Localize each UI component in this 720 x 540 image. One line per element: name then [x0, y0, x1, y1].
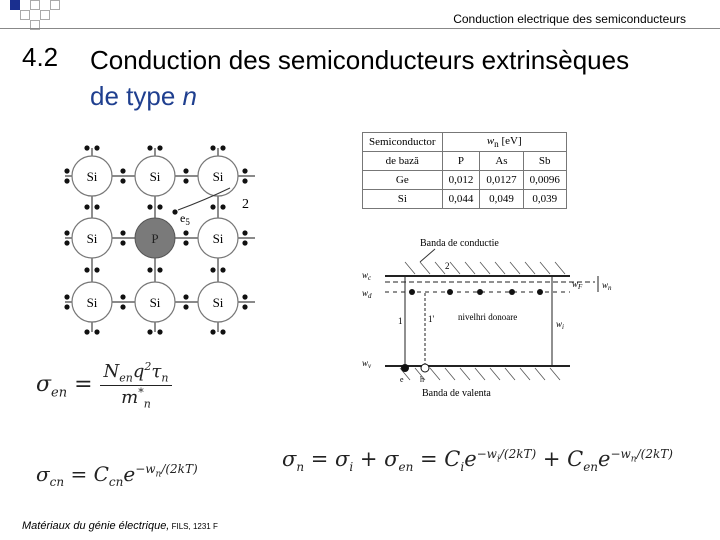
- section-title-line2: de type n: [90, 81, 197, 111]
- svg-text:Si: Si: [149, 169, 161, 184]
- band-label-e: e: [400, 375, 404, 384]
- svg-text:wn: $w_n$: [602, 280, 612, 292]
- arrow-label: 2: [242, 197, 249, 212]
- svg-text:wv: $w_v$: [362, 358, 372, 370]
- ionization-energy-table: [362, 132, 567, 209]
- table-cell: 0,0096: [523, 171, 566, 190]
- svg-text:Si: Si: [86, 231, 98, 246]
- table-cell: Ge: [363, 171, 443, 190]
- equation-sigma-n: $\sigma_n = \sigma_i + \sigma_{en} = C_ie^{-w_i/(2kT)} + C_{en}e^{-w_n/(2kT)}$: [282, 447, 673, 475]
- table-cell: 0,039: [523, 190, 566, 209]
- band-label-1prime: 1': [428, 314, 435, 324]
- table-cell: Si: [363, 190, 443, 209]
- footer: [22, 520, 218, 532]
- header-divider: [0, 28, 720, 29]
- band-label-1: 1: [398, 316, 403, 326]
- svg-text:P: P: [151, 231, 159, 246]
- table-cell: 0,012: [442, 171, 480, 190]
- table-row: [363, 171, 567, 190]
- svg-text:wF: $w_F$: [572, 279, 583, 291]
- svg-text:Si: Si: [212, 295, 224, 310]
- section-title: [90, 42, 629, 114]
- table-header-base: de bază: [363, 152, 443, 171]
- table-cell: 0,049: [480, 190, 523, 209]
- band-label-2: 2: [445, 261, 450, 271]
- section-number: 4.2: [22, 42, 59, 72]
- table-header-semiconductor: Semiconductor: [363, 133, 443, 152]
- lattice-diagram: [55, 140, 265, 340]
- table-cell: 0,044: [442, 190, 480, 209]
- section-title-line1: Conduction des semiconducteurs extrinsèques: [90, 45, 630, 75]
- page-header: Conduction electrique des semiconducteurs: [453, 12, 686, 26]
- equation-sigma-en-frac: $\sigma_{en}$ = $N_{en}q^2\tau_n$ $m^*_n$: [36, 360, 172, 410]
- svg-text:wd: $w_d$: [362, 288, 372, 300]
- footer-text: Matériaux du génie électrique,: [22, 520, 170, 532]
- footer-code: FILS, 1231 F: [169, 522, 218, 531]
- table-cell: 0,0127: [480, 171, 523, 190]
- band-label-h: h: [420, 375, 424, 384]
- equation-sigma-en-exp: $\sigma_{cn} = C_{cn}e^{-w_n/(2kT)}$: [36, 462, 198, 489]
- svg-text:wi: $w_i$: [556, 319, 564, 331]
- table-row: [363, 190, 567, 209]
- svg-text:Si: Si: [212, 169, 224, 184]
- table-col-header: As: [480, 152, 523, 171]
- electron-label: $e_5$: [180, 211, 190, 227]
- valence-band-label: Banda de valenta: [422, 388, 491, 399]
- svg-text:Si: Si: [86, 295, 98, 310]
- table-header-energy: $w_n$ [eV]: [442, 133, 566, 152]
- donor-levels-label: nivelhri donoare: [458, 312, 518, 322]
- svg-text:Si: Si: [149, 295, 161, 310]
- table-col-header: Sb: [523, 152, 566, 171]
- decorative-checker: [0, 0, 60, 30]
- svg-text:Si: Si: [212, 231, 224, 246]
- table-col-header: P: [442, 152, 480, 171]
- band-diagram: [360, 232, 620, 407]
- svg-text:wc: $w_c$: [362, 270, 372, 282]
- svg-text:Si: Si: [86, 169, 98, 184]
- conduction-band-label: Banda de conductie: [420, 238, 499, 249]
